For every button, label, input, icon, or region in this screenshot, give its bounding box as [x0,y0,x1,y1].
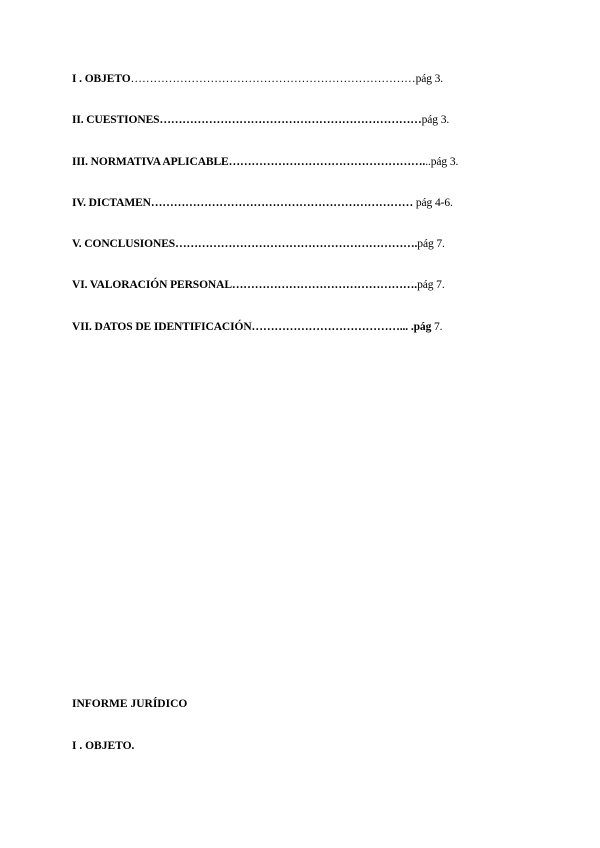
toc-entry-conclusiones [72,235,502,276]
toc-entry-title: III. NORMATIVA APLICABLE [72,155,229,168]
toc-entry-page-number: 7. [431,320,443,333]
toc-entry-leader: …………………………………... [251,320,409,333]
toc-entry-leader: …………………………………………………………… [150,196,414,209]
toc-entry-page: pág 3. [415,73,444,85]
toc-entry-leader: ………………………………………………………………… [130,73,416,85]
toc-entry-title: I . OBJETO [72,73,131,85]
toc-entry-dictamen [72,194,502,235]
toc-entry-page: pág 7. [417,279,445,292]
toc-entry-title: II. CUESTIONES [72,114,160,127]
toc-entry-title: V. CONCLUSIONES [72,238,176,251]
section-heading-objeto: I . OBJETO. [72,740,135,752]
toc-entry-page: pág 7. [417,238,445,251]
toc-entry-leader: …………………………………………. [231,279,418,292]
toc-entry-title: IV. DICTAMEN [72,196,151,209]
toc-entry-objeto [72,70,502,111]
toc-entry-page: ..pág 3. [425,155,459,168]
toc-entry-leader: ………………………………………………………. [175,238,418,251]
toc-entry-leader: ……………………………………………. [228,155,426,168]
report-title: INFORME JURÍDICO [72,698,188,710]
toc-entry-title: VI. VALORACIÓN PERSONAL [72,279,232,292]
toc-entry-datos [72,318,502,359]
toc-entry-title: VII. DATOS DE IDENTIFICACIÓN [72,320,252,333]
toc-entry-page: pág 3. [421,114,450,127]
toc-entry-page [408,321,442,333]
toc-entry-cuestiones [72,111,502,152]
table-of-contents [72,70,502,359]
toc-entry-valoracion [72,276,502,317]
toc-entry-page-label: .pág [408,320,432,333]
toc-entry-leader: …………………………………………………………… [159,114,422,127]
toc-entry-normativa [72,153,502,194]
toc-entry-page: pág 4-6. [413,196,453,209]
